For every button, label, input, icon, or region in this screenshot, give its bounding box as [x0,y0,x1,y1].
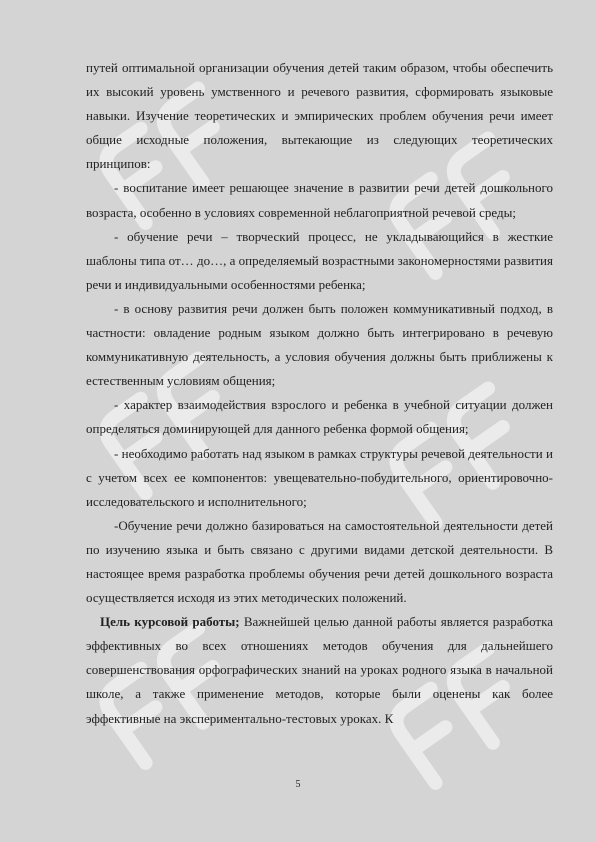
paragraph: путей оптимальной организации обучения детей таким образом, чтобы обеспечить их высокий уровень умственного и речевого развития, сформировать языковые навыки. Изучение теоретических и эмпирических проблем обучения речи имеет общие исходные положения, вытекающие из следующих теоретических принципов: [86,60,553,172]
list-item: -Обучение речи должно базироваться на самостоятельной деятельности детей по изучению языка и быть связано с другими видами детской деятельности. В настоящее время разработка проблемы обучения речи детей дошкольного возраста осуществляется исходя из этих методических положений. [86,517,553,606]
list-item: - необходимо работать над языком в рамках структуры речевой деятельности и с учетом всех ее компонентов: увещевательно-побудительного, ориентировочно-исследовательского и исполнительного; [86,445,553,509]
list-item: - характер взаимодействия взрослого и ребенка в учебной ситуации должен определяться доминирующей для данного ребенка формой общения; [86,397,553,437]
list-item: - воспитание имеет решающее значение в развитии речи детей дошкольного возраста, особенно в условиях современной неблагоприятной речевой среды; [86,180,553,220]
goal-text: Важнейшей целью данной работы является разработка эффективных во всех отношениях методов обучения для дальнейшего совершенствования орфографических знаний на уроках родного языка в начальной школе, а также применение методов, которые были оценены как более эффективные на экспериментально-тестовых уроках. К [86,614,553,726]
goal-label: Цель курсовой работы; [100,614,240,630]
list-item: - в основу развития речи должен быть положен коммуникативный подход, в частности: овладение родным языком должно быть интегрировано в речевую коммуникативную деятельность, а условия обучения должны быть приближены к естественным условиям общения; [86,300,553,389]
page-number: 5 [295,779,301,790]
body-text [86,56,553,731]
goal-paragraph [86,610,553,730]
list-item: - обучение речи – творческий процесс, не укладывающийся в жесткие шаблоны типа от… до…, а определяемый возрастными закономерностями развития речи и индивидуальными особенностями ребенка; [86,228,553,292]
